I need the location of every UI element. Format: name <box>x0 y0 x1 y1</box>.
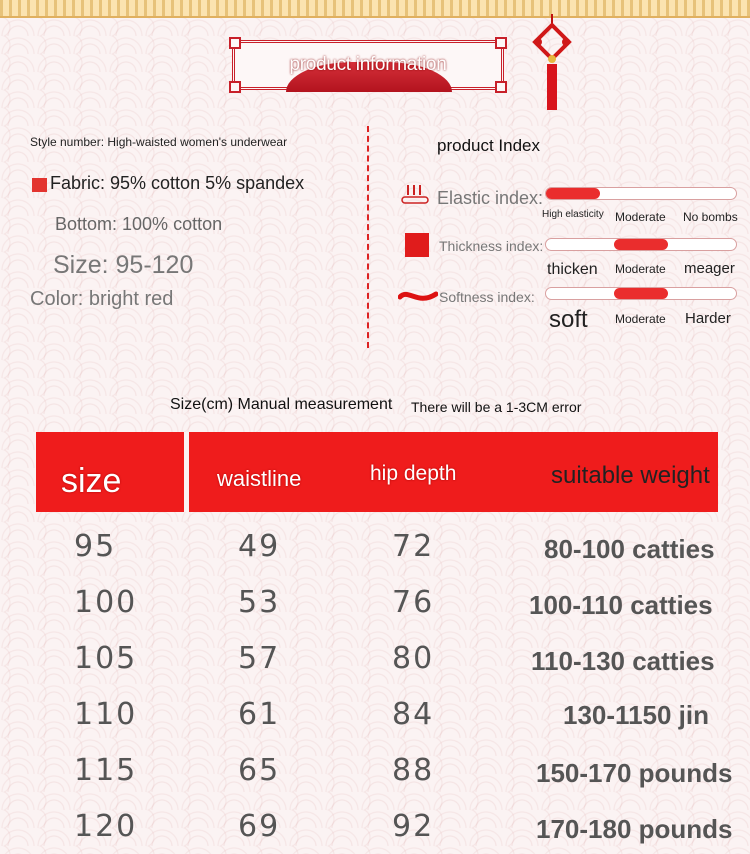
feather-icon <box>398 288 438 306</box>
header-hip-depth: hip depth <box>370 462 457 485</box>
style-number: Style number: High-waisted women's underwear <box>30 135 288 149</box>
elastic-bar <box>545 187 737 200</box>
thickness-bar <box>545 238 737 251</box>
decorative-border <box>0 0 750 18</box>
stretch-icon <box>400 183 430 207</box>
elastic-level-high: No bombs <box>683 210 738 224</box>
error-note: There will be a 1-3CM error <box>411 399 582 415</box>
waist-cell: 65 <box>238 753 281 788</box>
fabric-info: Fabric: 95% cotton 5% spandex <box>50 173 305 193</box>
elastic-level-low: High elasticity <box>542 209 604 220</box>
hip-cell: 80 <box>392 641 435 676</box>
thickness-swatch-icon <box>405 233 429 257</box>
weight-cell: 170-180 pounds <box>536 814 733 844</box>
frame-corner <box>229 81 241 93</box>
measurement-note: Size(cm) Manual measurement <box>170 396 393 413</box>
size-cell: 115 <box>74 753 138 788</box>
waist-cell: 69 <box>238 809 281 844</box>
thickness-level-high: meager <box>684 260 735 277</box>
weight-cell: 130-1150 jin <box>563 700 709 730</box>
page-title: product information <box>289 54 447 75</box>
frame-corner <box>495 37 507 49</box>
size-cell: 95 <box>74 529 117 564</box>
size-cell: 120 <box>74 809 138 844</box>
waist-cell: 49 <box>238 529 281 564</box>
hip-cell: 92 <box>392 809 435 844</box>
thickness-level-mid: Moderate <box>615 262 666 276</box>
header-separator <box>184 432 189 512</box>
divider <box>367 126 369 348</box>
hip-cell: 88 <box>392 753 435 788</box>
size-cell: 100 <box>74 585 138 620</box>
size-info: Size: 95-120 <box>53 251 194 279</box>
weight-cell: 100-110 catties <box>529 590 713 620</box>
elastic-label: Elastic index: <box>437 188 544 208</box>
size-cell: 105 <box>74 641 138 676</box>
weight-cell: 80-100 catties <box>544 534 715 564</box>
elastic-bar-fill <box>546 188 600 199</box>
header-suitable-weight: suitable weight <box>551 462 710 489</box>
header-waistline: waistline <box>217 466 302 491</box>
thickness-label: Thickness index: <box>439 238 544 254</box>
thickness-bar-fill <box>614 239 668 250</box>
hip-cell: 84 <box>392 697 435 732</box>
softness-bar <box>545 287 737 300</box>
softness-level-high: Harder <box>685 310 731 327</box>
weight-cell: 110-130 catties <box>531 646 715 676</box>
bottom-info: Bottom: 100% cotton <box>55 214 223 234</box>
waist-cell: 53 <box>238 585 281 620</box>
softness-bar-fill <box>614 288 668 299</box>
frame-corner <box>229 37 241 49</box>
weight-cell: 150-170 pounds <box>536 758 733 788</box>
waist-cell: 57 <box>238 641 281 676</box>
chinese-knot-icon <box>530 14 574 110</box>
softness-level-mid: Moderate <box>615 312 666 326</box>
size-cell: 110 <box>74 697 138 732</box>
hip-cell: 72 <box>392 529 435 564</box>
color-info: Color: bright red <box>30 288 174 310</box>
fabric-swatch-icon <box>32 178 47 192</box>
header-size: size <box>61 462 122 500</box>
softness-level-low: soft <box>549 306 588 333</box>
thickness-level-low: thicken <box>547 261 598 278</box>
softness-label: Softness index: <box>439 289 535 305</box>
elastic-level-mid: Moderate <box>615 210 666 224</box>
hip-cell: 76 <box>392 585 435 620</box>
waist-cell: 61 <box>238 697 281 732</box>
frame-corner <box>495 81 507 93</box>
index-title: product Index <box>437 136 541 155</box>
